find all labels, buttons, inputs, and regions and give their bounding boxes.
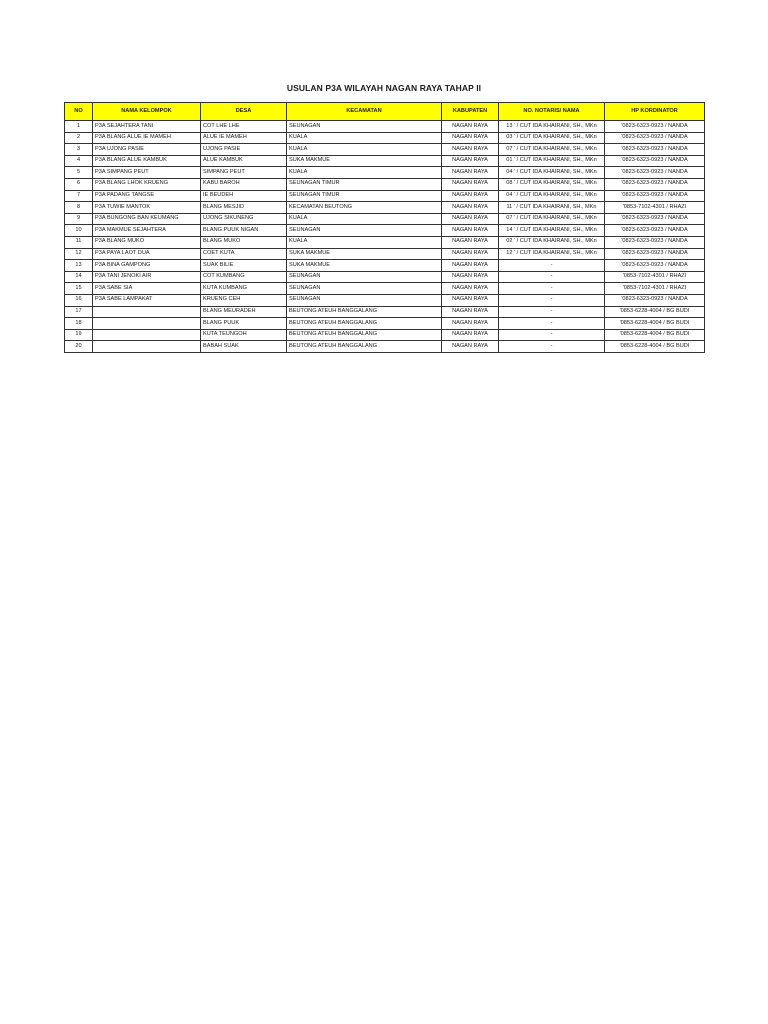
cell-nama-kelompok: P3A SABE SIA	[93, 283, 201, 295]
cell-kecamatan: SEUNAGAN TIMUR	[287, 190, 442, 202]
table-row	[65, 190, 705, 202]
cell-notaris: -	[499, 318, 605, 330]
table-row	[65, 271, 705, 283]
cell-hp-kordinator: '0853-6228-4004 / BG BUDI	[605, 318, 705, 330]
cell-no: 8	[65, 202, 93, 214]
cell-kabupaten: NAGAN RAYA	[442, 144, 499, 156]
cell-hp-kordinator: '0853-6228-4004 / BG BUDI	[605, 306, 705, 318]
cell-notaris: 04 ' / CUT IDA KHAIRANI, SH., MKn	[499, 190, 605, 202]
cell-no: 16	[65, 294, 93, 306]
cell-hp-kordinator: '0823-6323-0923 / NANDA	[605, 167, 705, 179]
cell-notaris: 03 ' / CUT IDA KHAIRANI, SH., MKn	[499, 132, 605, 144]
cell-nama-kelompok: P3A MAKMUE SEJAHTERA	[93, 225, 201, 237]
table-row	[65, 155, 705, 167]
cell-no: 17	[65, 306, 93, 318]
cell-nama-kelompok: P3A PAYA LAOT DUA	[93, 248, 201, 260]
cell-kecamatan: KUALA	[287, 144, 442, 156]
table-row	[65, 167, 705, 179]
table-row	[65, 121, 705, 133]
cell-desa: BLANG MESJID	[201, 202, 287, 214]
cell-nama-kelompok: P3A BLANG MUKO	[93, 236, 201, 248]
cell-kabupaten: NAGAN RAYA	[442, 271, 499, 283]
cell-kabupaten: NAGAN RAYA	[442, 121, 499, 133]
cell-hp-kordinator: '0823-6323-0923 / NANDA	[605, 190, 705, 202]
table-row	[65, 225, 705, 237]
column-header-desa: DESA	[201, 103, 287, 121]
table-row	[65, 202, 705, 214]
cell-kecamatan: SEUNAGAN	[287, 294, 442, 306]
cell-hp-kordinator: '0853-7102-4301 / RHAZI	[605, 202, 705, 214]
cell-no: 20	[65, 341, 93, 353]
cell-desa: BABAH SUAK	[201, 341, 287, 353]
cell-kecamatan: SEUNAGAN	[287, 283, 442, 295]
cell-kabupaten: NAGAN RAYA	[442, 236, 499, 248]
cell-desa: BLANG PUUK	[201, 318, 287, 330]
cell-notaris: 01 ' / CUT IDA KHAIRANI, SH., MKn	[499, 155, 605, 167]
cell-desa: KUTA TEUNGOH	[201, 329, 287, 341]
cell-kecamatan: SUKA MAKMUE	[287, 260, 442, 272]
cell-desa: COT LHE LHE	[201, 121, 287, 133]
cell-kabupaten: NAGAN RAYA	[442, 306, 499, 318]
cell-kecamatan: SEUNAGAN	[287, 271, 442, 283]
cell-nama-kelompok: P3A BLANG ALUE KAMBUK	[93, 155, 201, 167]
cell-nama-kelompok: P3A TUWIE MANTOK	[93, 202, 201, 214]
cell-desa: BLANG PUUK NIGAN	[201, 225, 287, 237]
cell-hp-kordinator: '0823-6323-0923 / NANDA	[605, 294, 705, 306]
cell-kabupaten: NAGAN RAYA	[442, 248, 499, 260]
table-row	[65, 329, 705, 341]
cell-kecamatan: KUALA	[287, 236, 442, 248]
cell-nama-kelompok	[93, 329, 201, 341]
cell-notaris: -	[499, 260, 605, 272]
cell-kecamatan: KUALA	[287, 132, 442, 144]
table-row	[65, 341, 705, 353]
cell-nama-kelompok: P3A UJONG PASIE	[93, 144, 201, 156]
cell-kecamatan: KUALA	[287, 213, 442, 225]
table-row	[65, 306, 705, 318]
cell-kabupaten: NAGAN RAYA	[442, 167, 499, 179]
cell-kabupaten: NAGAN RAYA	[442, 178, 499, 190]
cell-desa: KABU BAROH	[201, 178, 287, 190]
cell-kabupaten: NAGAN RAYA	[442, 225, 499, 237]
cell-kecamatan: KUALA	[287, 167, 442, 179]
cell-desa: IE BEUDEH	[201, 190, 287, 202]
cell-no: 15	[65, 283, 93, 295]
cell-kabupaten: NAGAN RAYA	[442, 318, 499, 330]
cell-desa: BLANG MUKO	[201, 236, 287, 248]
cell-desa: ALUE KAMBUK	[201, 155, 287, 167]
cell-notaris: 13 ' / CUT IDA KHAIRANI, SH., MKn	[499, 121, 605, 133]
cell-kabupaten: NAGAN RAYA	[442, 260, 499, 272]
cell-no: 4	[65, 155, 93, 167]
cell-kecamatan: KECAMATAN BEUTONG	[287, 202, 442, 214]
cell-kecamatan: SEUNAGAN TIMUR	[287, 178, 442, 190]
table-row	[65, 248, 705, 260]
cell-desa: UJONG PASIE	[201, 144, 287, 156]
cell-nama-kelompok: P3A PADANG TANGSE	[93, 190, 201, 202]
cell-no: 2	[65, 132, 93, 144]
cell-nama-kelompok: P3A BINA GAMPONG	[93, 260, 201, 272]
cell-hp-kordinator: '0853-7102-4301 / RHAZI	[605, 271, 705, 283]
table-body	[65, 121, 705, 353]
cell-notaris: -	[499, 283, 605, 295]
table-row	[65, 260, 705, 272]
cell-desa: KRUENG CEH	[201, 294, 287, 306]
cell-nama-kelompok: P3A SEJAHTERA TANI	[93, 121, 201, 133]
cell-kabupaten: NAGAN RAYA	[442, 341, 499, 353]
cell-desa: UJONG SIKUNENG	[201, 213, 287, 225]
cell-no: 19	[65, 329, 93, 341]
cell-kecamatan: SUKA MAKMUE	[287, 248, 442, 260]
cell-desa: SIMPANG PEUT	[201, 167, 287, 179]
cell-no: 9	[65, 213, 93, 225]
cell-nama-kelompok: P3A SIMPANG PEUT	[93, 167, 201, 179]
cell-notaris: 04 ' / CUT IDA KHAIRANI, SH., MKn	[499, 167, 605, 179]
cell-hp-kordinator: '0823-6323-0923 / NANDA	[605, 155, 705, 167]
cell-kecamatan: SEUNAGAN	[287, 225, 442, 237]
cell-kabupaten: NAGAN RAYA	[442, 283, 499, 295]
cell-kecamatan: SUKA MAKMUE	[287, 155, 442, 167]
cell-hp-kordinator: '0823-6323-0923 / NANDA	[605, 260, 705, 272]
cell-desa: BLANG MEURADEH	[201, 306, 287, 318]
cell-no: 1	[65, 121, 93, 133]
cell-no: 7	[65, 190, 93, 202]
cell-notaris: -	[499, 329, 605, 341]
cell-hp-kordinator: '0823-6323-0923 / NANDA	[605, 236, 705, 248]
cell-notaris: 07 ' / CUT IDA KHAIRANI, SH., MKn	[499, 144, 605, 156]
cell-hp-kordinator: '0823-6323-0923 / NANDA	[605, 132, 705, 144]
cell-no: 18	[65, 318, 93, 330]
cell-no: 11	[65, 236, 93, 248]
table-row	[65, 132, 705, 144]
cell-hp-kordinator: '0823-6323-0923 / NANDA	[605, 178, 705, 190]
cell-kecamatan: BEUTONG ATEUH BANGGALANG	[287, 329, 442, 341]
cell-no: 10	[65, 225, 93, 237]
cell-kabupaten: NAGAN RAYA	[442, 155, 499, 167]
cell-notaris: 12 ' / CUT IDA KHAIRANI, SH., MKn	[499, 248, 605, 260]
cell-no: 13	[65, 260, 93, 272]
cell-notaris: -	[499, 294, 605, 306]
cell-hp-kordinator: '0853-6228-4004 / BG BUDI	[605, 341, 705, 353]
cell-nama-kelompok: P3A BLANG ALUE IE MAMEH	[93, 132, 201, 144]
cell-nama-kelompok: P3A TANI JENOKI AIR	[93, 271, 201, 283]
cell-nama-kelompok	[93, 306, 201, 318]
column-header-kabupaten: KABUPATEN	[442, 103, 499, 121]
cell-kecamatan: SEUNAGAN	[287, 121, 442, 133]
cell-notaris: 02 ' / CUT IDA KHAIRANI, SH., MKn	[499, 236, 605, 248]
cell-kabupaten: NAGAN RAYA	[442, 190, 499, 202]
column-header-no: NO	[65, 103, 93, 121]
cell-nama-kelompok: P3A BUNGONG BAN KEUMANG	[93, 213, 201, 225]
cell-desa: COT KUMBANG	[201, 271, 287, 283]
cell-nama-kelompok	[93, 341, 201, 353]
cell-notaris: 07 ' / CUT IDA KHAIRANI, SH., MKn	[499, 213, 605, 225]
table-row	[65, 213, 705, 225]
cell-kecamatan: BEUTONG ATEUH BANGGALANG	[287, 341, 442, 353]
cell-no: 5	[65, 167, 93, 179]
cell-notaris: -	[499, 271, 605, 283]
cell-kabupaten: NAGAN RAYA	[442, 329, 499, 341]
cell-desa: KUTA KUMBANG	[201, 283, 287, 295]
cell-nama-kelompok: P3A SABE LAMPAKAT	[93, 294, 201, 306]
cell-notaris: 14 ' / CUT IDA KHAIRANI, SH., MKn	[499, 225, 605, 237]
cell-hp-kordinator: '0823-6323-0923 / NANDA	[605, 121, 705, 133]
column-header-hp-kordinator: HP KORDINATOR	[605, 103, 705, 121]
cell-kabupaten: NAGAN RAYA	[442, 213, 499, 225]
column-header-nama-kelompok: NAMA KELOMPOK	[93, 103, 201, 121]
cell-no: 3	[65, 144, 93, 156]
cell-desa: COET KUTA	[201, 248, 287, 260]
cell-nama-kelompok	[93, 318, 201, 330]
table-row	[65, 178, 705, 190]
cell-desa: ALUE IE MAMEH	[201, 132, 287, 144]
cell-hp-kordinator: '0823-6323-0923 / NANDA	[605, 248, 705, 260]
cell-desa: SUAK BILIE	[201, 260, 287, 272]
cell-kabupaten: NAGAN RAYA	[442, 202, 499, 214]
table-row	[65, 144, 705, 156]
column-header-notaris: NO. NOTARIS/ NAMA	[499, 103, 605, 121]
header-row	[65, 103, 705, 121]
cell-kecamatan: BEUTONG ATEUH BANGGALANG	[287, 318, 442, 330]
cell-kecamatan: BEUTONG ATEUH BANGGALANG	[287, 306, 442, 318]
cell-notaris: -	[499, 341, 605, 353]
column-header-kecamatan: KECAMATAN	[287, 103, 442, 121]
page-title: USULAN P3A WILAYAH NAGAN RAYA TAHAP II	[286, 83, 482, 93]
cell-hp-kordinator: '0853-7102-4301 / RHAZI	[605, 283, 705, 295]
p3a-table	[64, 102, 705, 353]
cell-hp-kordinator: '0853-6228-4004 / BG BUDI	[605, 329, 705, 341]
cell-hp-kordinator: '0823-6323-0923 / NANDA	[605, 225, 705, 237]
cell-no: 14	[65, 271, 93, 283]
cell-notaris: 11 ' / CUT IDA KHAIRANI, SH., MKn	[499, 202, 605, 214]
cell-no: 6	[65, 178, 93, 190]
cell-notaris: 08 ' / CUT IDA KHAIRANI, SH., MKn	[499, 178, 605, 190]
cell-no: 12	[65, 248, 93, 260]
table-row	[65, 294, 705, 306]
table-row	[65, 318, 705, 330]
table-row	[65, 283, 705, 295]
cell-kabupaten: NAGAN RAYA	[442, 132, 499, 144]
cell-hp-kordinator: '0823-6323-0923 / NANDA	[605, 144, 705, 156]
cell-nama-kelompok: P3A BLANG LHOK KRUENG	[93, 178, 201, 190]
cell-kabupaten: NAGAN RAYA	[442, 294, 499, 306]
cell-notaris: -	[499, 306, 605, 318]
table-row	[65, 236, 705, 248]
cell-hp-kordinator: '0823-6323-0923 / NANDA	[605, 213, 705, 225]
